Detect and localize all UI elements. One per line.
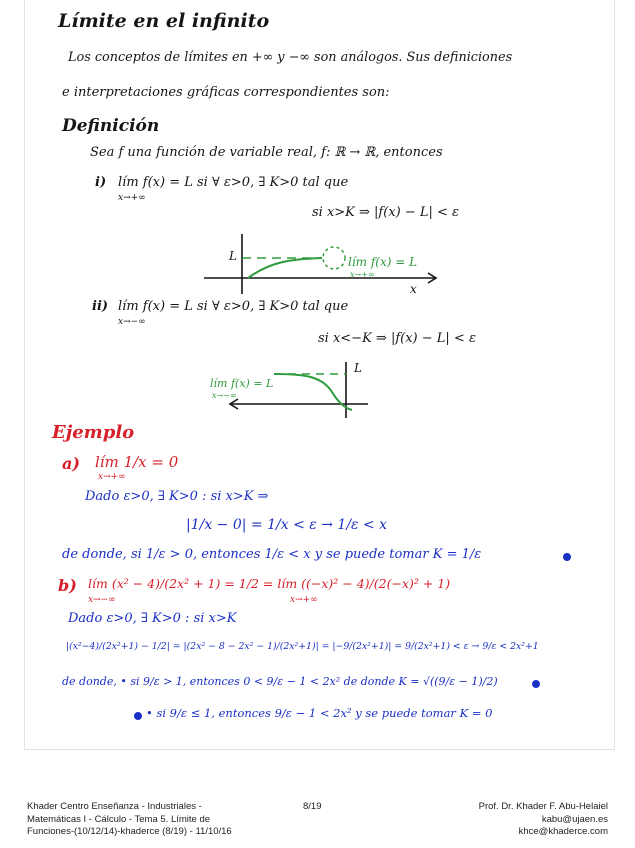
bullet-dot (563, 553, 571, 561)
footer-email-1: kabu@ujaen.es (541, 813, 608, 825)
footer-left (27, 801, 232, 839)
def-i-statement: lím f(x) = L si ∀ ε>0, ∃ K>0 tal que (118, 175, 349, 190)
graph2-note: lím f(x) = L (210, 377, 274, 390)
example-a-line-1: Dado ε>0, ∃ K>0 : si x>K ⇒ (85, 489, 269, 504)
example-b-sub-1: x→−∞ (88, 595, 116, 605)
footer-page-number: 8/19 (303, 801, 322, 812)
footer-left-line-3: Funciones-(10/12/14)-khaderce (8/19) - 11/10/16 (27, 826, 232, 837)
graph1-note: lím f(x) = L (348, 255, 418, 269)
footer-left-line-1: Khader Centro Enseñanza - Industriales - (27, 801, 202, 812)
footer-left-line-2: Matemáticas I - Cálculo - Tema 5. Límite de (27, 813, 211, 825)
graph1-L-label: L (229, 249, 237, 263)
example-b-line-1: Dado ε>0, ∃ K>0 : si x>K (68, 611, 237, 626)
graph2-note-sub: x→−∞ (212, 391, 237, 400)
graph1-curve (248, 258, 322, 278)
intro-line-2: e interpretaciones gráficas correspondientes son: (62, 85, 390, 100)
example-a-line-3: de donde, si 1/ε > 0, entonces 1/ε < x y se puede tomar K = 1/ε (62, 547, 482, 562)
graph-limit-minus-infinity (224, 360, 374, 422)
def-i-condition: si x>K ⇒ |f(x) − L| < ε (312, 205, 460, 220)
example-a-line-2: |1/x − 0| = 1/x < ε → 1/ε < x (186, 517, 388, 533)
footer-email-2: khce@khaderce.com (518, 826, 608, 837)
def-ii-label: ii) (92, 299, 109, 314)
graph2-L-label: L (354, 361, 362, 375)
definition-heading: Definición (62, 116, 160, 136)
example-b-line-3: de donde, • si 9/ε > 1, entonces 0 < 9/ε − 1 < 2x² de donde K = √((9/ε − 1)/2) (62, 675, 498, 688)
example-b-line-2: |(x²−4)/(2x²+1) − 1/2| = |(2x² − 8 − 2x² − 1)/(2x²+1)| = |−9/(2x²+1)| = 9/(2x²+1) < ε → 9/ε < 2x²+1 (66, 641, 539, 652)
example-a-sub: x→+∞ (98, 472, 126, 482)
example-b-label: b) (58, 576, 77, 595)
example-a-label: a) (62, 454, 80, 473)
footer-author: Prof. Dr. Khader F. Abu-Helaiel (478, 801, 608, 812)
graph1-note-sub: x→+∞ (350, 270, 375, 279)
bullet-dot (532, 680, 540, 688)
def-i-subscript: x→+∞ (118, 193, 146, 203)
example-b-line-4: • si 9/ε ≤ 1, entonces 9/ε − 1 < 2x² y se puede tomar K = 0 (146, 706, 493, 720)
definition-line: Sea f una función de variable real, f: ℝ → ℝ, entonces (90, 145, 443, 160)
def-i-label: i) (95, 175, 107, 190)
example-b-sub-2: x→+∞ (290, 595, 318, 605)
graph1-x-label: x (410, 282, 417, 296)
graph1-circle (323, 247, 345, 269)
def-ii-condition: si x<−K ⇒ |f(x) − L| < ε (318, 331, 476, 346)
example-a-limit: lím 1/x = 0 (95, 453, 179, 471)
example-b-limit: lím (x² − 4)/(2x² + 1) = 1/2 = lím ((−x)² − 4)/(2(−x)² + 1) (88, 576, 451, 591)
intro-line-1: Los conceptos de límites en +∞ y −∞ son análogos. Sus definiciones (68, 50, 513, 65)
graph-limit-plus-infinity (200, 232, 460, 298)
def-ii-subscript: x→−∞ (118, 317, 146, 327)
bullet-dot (134, 712, 142, 720)
def-ii-statement: lím f(x) = L si ∀ ε>0, ∃ K>0 tal que (118, 299, 349, 314)
notes-title: Límite en el infinito (58, 10, 270, 32)
footer-right (479, 801, 608, 839)
example-heading: Ejemplo (52, 422, 135, 443)
